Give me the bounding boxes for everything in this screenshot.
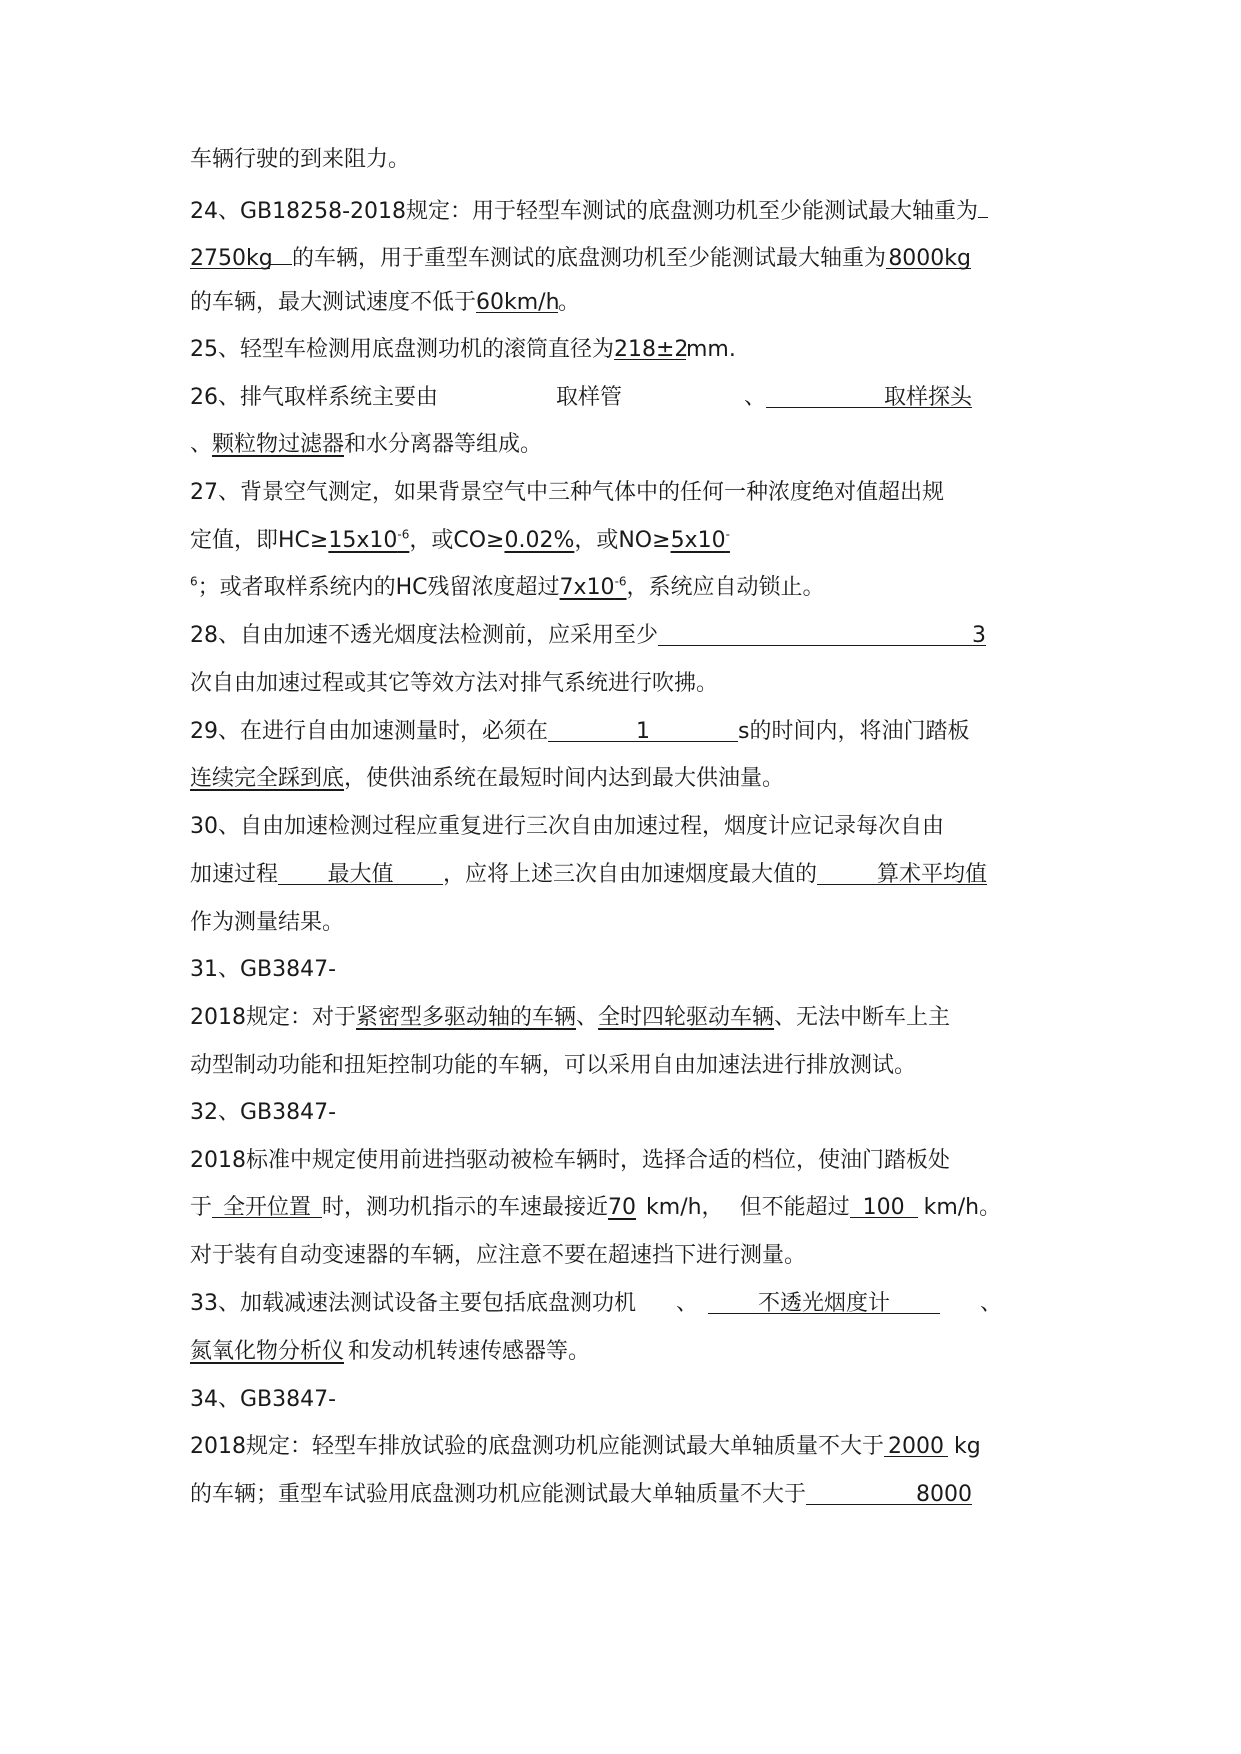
answer-blank	[978, 193, 988, 218]
line-text: ；或者取样系统内的HC残留浓度超过	[197, 575, 560, 600]
answer-text: 70	[608, 1195, 637, 1220]
question-34-line	[190, 1385, 336, 1415]
line-text: 31、GB3847-	[190, 957, 337, 982]
answer-blank: 3	[658, 621, 986, 646]
text-line	[190, 1003, 950, 1033]
answer-text: 5x10-	[670, 527, 730, 553]
answer-blank: 不透光烟度计	[708, 1289, 940, 1314]
line-text: ，应将上述三次自由加速烟度最大值的	[443, 862, 818, 887]
line-text: 、无法中断车上主	[774, 1005, 951, 1030]
line-text: 时，测功机指示的车速最接近	[322, 1195, 609, 1220]
answer-text: 紧密型多驱动轴的车辆	[356, 1005, 577, 1030]
text-line	[190, 1337, 590, 1367]
question-25-line	[190, 335, 736, 365]
line-text: 30、自由加速检测过程应重复进行三次自由加速过程，烟度计应记录每次自由	[190, 814, 944, 839]
text-line	[190, 526, 730, 556]
line-text: 的车辆，最大测试速度不低于	[190, 290, 477, 315]
text-line	[190, 145, 410, 175]
line-text: 32、GB3847-	[190, 1100, 337, 1125]
line-text: 作为测量结果。	[190, 910, 345, 935]
line-text: ，或NO≥	[574, 528, 671, 553]
line-text: 、	[576, 1005, 599, 1030]
answer-blank: 8000kg	[886, 244, 971, 269]
answer-text: 取样管	[556, 385, 623, 410]
line-text: 、	[980, 1291, 1003, 1316]
text-line	[190, 908, 344, 938]
line-text: 2018规定：对于	[190, 1005, 356, 1030]
answer-blank: 2000	[884, 1432, 948, 1457]
line-text: 2018标准中规定使用前进挡驱动被检车辆时，选择合适的档位，使油门踏板处	[190, 1148, 950, 1173]
line-text: mm.	[686, 337, 736, 362]
answer-blank: 全开位置	[212, 1193, 322, 1218]
superscript: 6	[190, 574, 198, 589]
line-text: 加速过程	[190, 862, 279, 887]
line-text: 25、轻型车检测用底盘测功机的滚筒直径为	[190, 337, 614, 362]
line-text: 、	[190, 432, 213, 457]
question-29-line	[190, 717, 969, 747]
line-text: 、	[744, 385, 767, 410]
line-text: 2018规定：轻型车排放试验的底盘测功机应能测试最大单轴质量不大于	[190, 1434, 884, 1459]
answer-blank: 算术平均值	[817, 860, 987, 885]
question-30-line	[190, 812, 944, 842]
line-text: 和发动机转速传感器等。	[348, 1339, 591, 1364]
line-text: 次自由加速过程或其它等效方法对排气系统进行吹拂。	[190, 671, 719, 696]
line-text: 28、自由加速不透光烟度法检测前，应采用至少	[190, 623, 658, 648]
line-text: 24、GB18258-2018规定：用于轻型车测试的底盘测功机至少能测试最大轴重为	[190, 199, 979, 224]
question-28-line	[190, 621, 986, 651]
text-line	[190, 573, 825, 603]
answer-blank-extension	[270, 240, 292, 265]
answer-blank: 100	[850, 1193, 918, 1218]
line-text: 和水分离器等组成。	[344, 432, 543, 457]
line-text: ，使供油系统在最短时间内达到最大供油量。	[344, 766, 785, 791]
line-text: kg	[954, 1434, 981, 1459]
answer-blank: 218±2	[614, 337, 689, 362]
line-text: 26、排气取样系统主要由	[190, 385, 438, 410]
answer-text: 0.02%	[504, 528, 575, 553]
line-text: 29、在进行自由加速测量时，必须在	[190, 719, 548, 744]
text-line	[190, 1193, 1001, 1223]
text-line	[190, 1480, 972, 1510]
text-line	[190, 860, 987, 890]
answer-text: $7x10^{-6}$	[559, 574, 627, 600]
text-line	[190, 240, 971, 274]
question-24-line	[190, 193, 988, 227]
line-text: 定值，即HC≥	[190, 528, 329, 553]
line-text: ，系统应自动锁止。	[626, 575, 825, 600]
question-26-line	[190, 383, 972, 413]
question-31-line	[190, 955, 336, 985]
answer-blank: 2750kg	[190, 246, 273, 271]
answer-blank: 1	[548, 717, 738, 742]
line-text: 动型制动功能和扭矩控制功能的车辆，可以采用自由加速法进行排放测试。	[190, 1053, 917, 1078]
line-text: ，或CO≥	[409, 528, 505, 553]
answer-text: 连续完全踩到底	[190, 766, 345, 791]
line-text: 的车辆；重型车试验用底盘测功机应能测试最大单轴质量不大于	[190, 1482, 807, 1507]
line-text: 、	[676, 1291, 699, 1316]
answer-blank: 60km/h	[476, 290, 560, 315]
line-text: 27、背景空气测定，如果背景空气中三种气体中的任何一种浓度绝对值超出规	[190, 480, 944, 505]
answer-blank: 8000	[806, 1480, 972, 1505]
text-line	[190, 1146, 950, 1176]
question-27-line	[190, 478, 944, 508]
text-line	[190, 764, 784, 794]
line-text: 车辆行驶的到来阻力。	[190, 147, 411, 172]
line-text: 但不能超过	[739, 1195, 850, 1220]
line-text: s的时间内，将油门踏板	[738, 719, 970, 744]
line-text: 33、加载减速法测试设备主要包括底盘测功机	[190, 1291, 636, 1316]
answer-text: $15x10^{-6}$	[328, 527, 410, 553]
text-line	[190, 288, 580, 318]
line-text: km/h，	[646, 1195, 724, 1220]
answer-blank: 取样探头	[766, 383, 972, 408]
text-line	[190, 669, 718, 699]
line-text: 34、GB3847-	[190, 1387, 337, 1412]
text-line	[190, 1432, 981, 1462]
line-text: 对于装有自动变速器的车辆，应注意不要在超速挡下进行测量。	[190, 1243, 807, 1268]
text-line	[190, 1051, 916, 1081]
answer-text: 全时四轮驱动车辆	[598, 1005, 775, 1030]
answer-blank: 最大值	[278, 860, 443, 885]
line-text: 于	[190, 1195, 213, 1220]
question-33-line	[190, 1289, 1002, 1319]
question-32-line	[190, 1098, 336, 1128]
answer-text: 氮氧化物分析仪	[190, 1339, 345, 1364]
line-text: 。	[558, 290, 581, 315]
line-text: km/h。	[923, 1195, 1002, 1220]
text-line	[190, 430, 542, 460]
line-text: 的车辆，用于重型车测试的底盘测功机至少能测试最大轴重为	[292, 246, 887, 271]
text-line	[190, 1241, 806, 1271]
answer-text: 颗粒物过滤器	[212, 432, 345, 457]
